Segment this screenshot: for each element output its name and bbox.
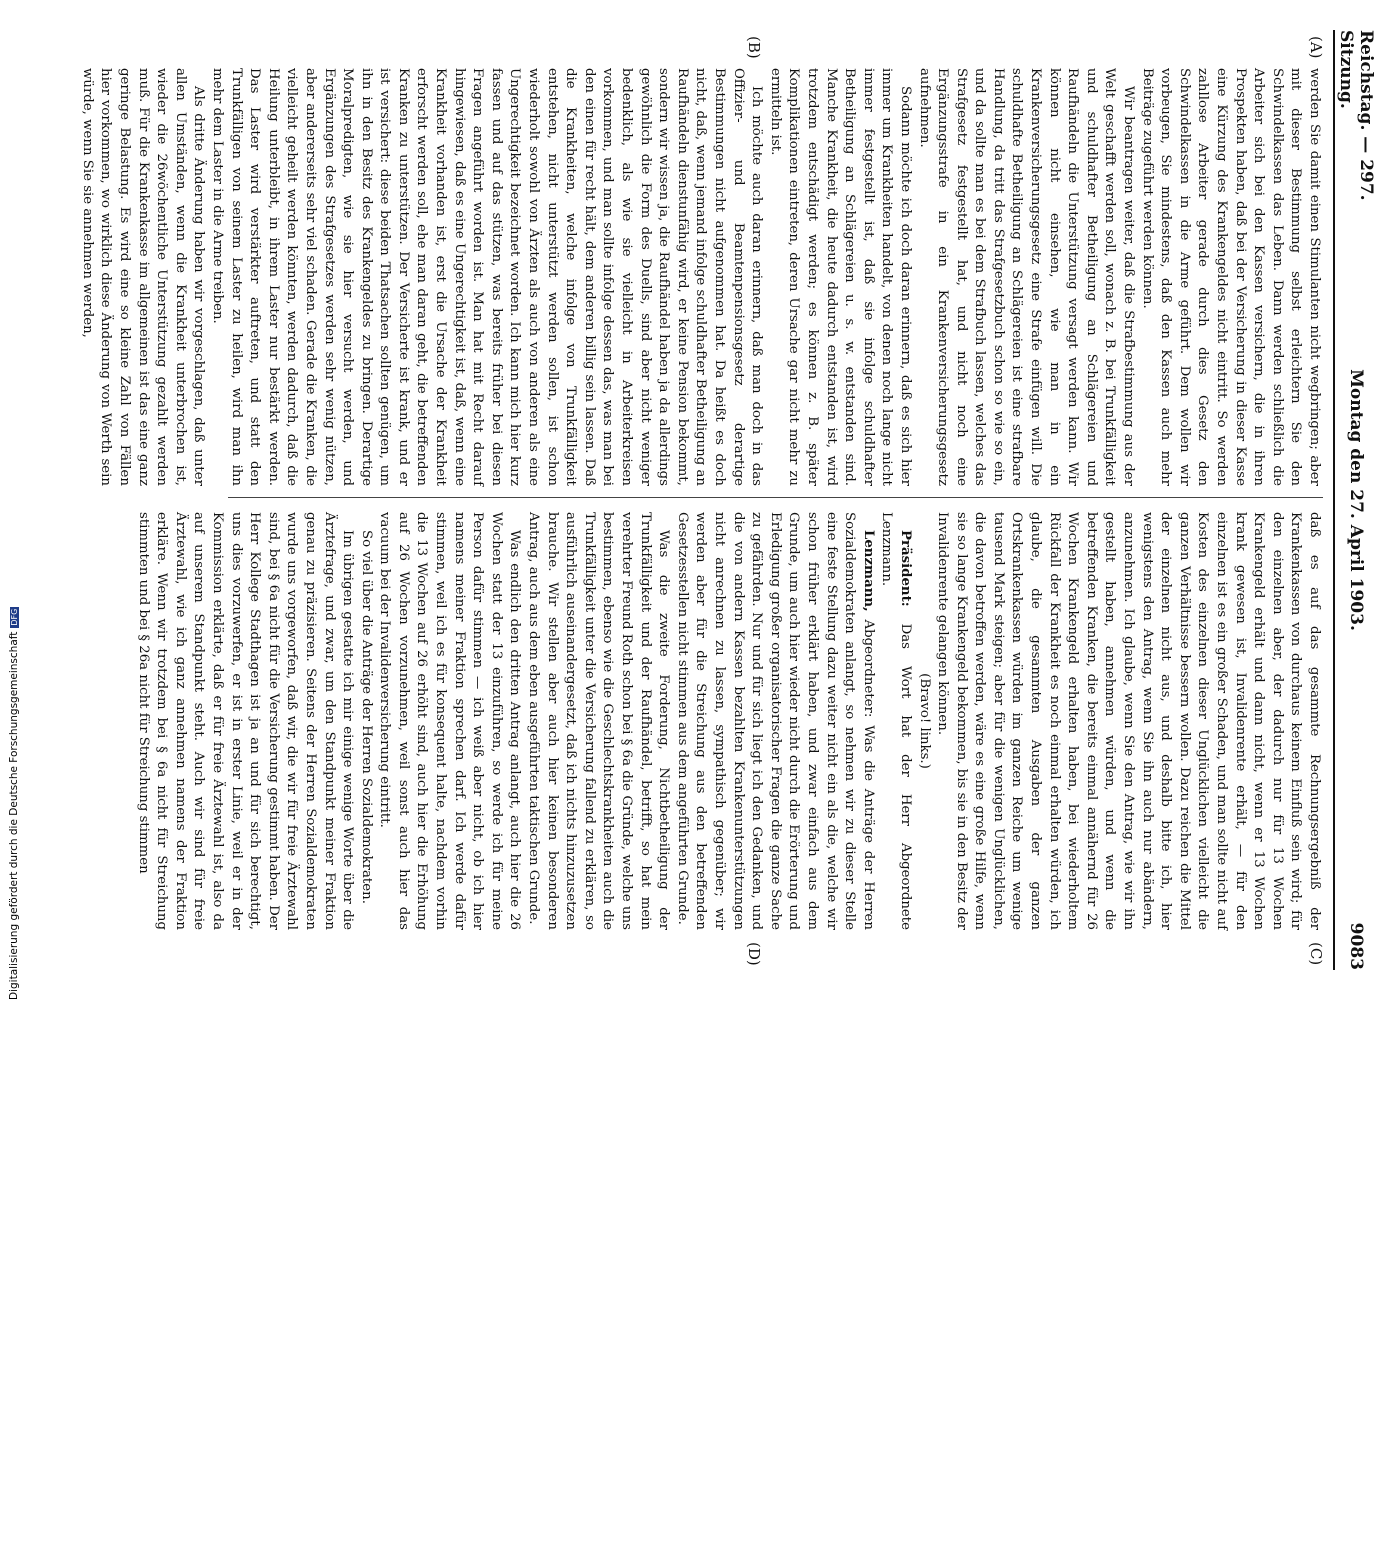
paragraph: Wir beantragen weiter, daß die Strafbestimmung aus der Welt geschafft werden soll, wonach z. B. bei Trunkfälligkeit und schuldhafter Betheiligung an Schlägereien und Raufhändeln die Unterstützung versagt werden kann. Wir können nicht einsehen, wie man in ein Krankenversicherungsgesetz eine Strafe einfügen will. Die schuldhafte Betheiligung an Schlägereien ist eine strafbare Handlung, da tritt das Strafgesetzbuch schon so wie so ein, und da sollte man es bei dem Strafbuch lassen, welches das Strafgesetz festgestellt hat, und nicht noch eine Ergänzungsstrafe in ein Krankenversicherungsgesetz aufnehmen. [916,68,1137,486]
margin-mark-c: (C) [1307,942,1325,966]
right-column [133,512,1323,930]
speaker-paragraph: Lenzmann, Abgeordneter: Was die Anträge der Herren Sozialdemokraten anlangt, so nehmen wir zu dieser Stelle eine feste Stellung dazu weiter nicht ein als die, welche wir schon früher erklärt haben, und zwar einfach aus dem Grunde, um auch hier wieder nicht durch die Erörterung und Erledigung großer organisatorischer Fragen die ganze Sache zu gefährden. Nur und für sich liegt ich den Gedanken, und die von andern Kassen bezahlten Krankenunterstützungen nicht anrechnen zu lassen, sympathisch gegenüber; wir werden aber für die Streichung aus den betreffenden Gesetzesstellen nicht stimmen aus dem angeführten Grunde. [674,512,876,930]
paragraph: daß es auf das gesammte Rechnungsergebniß der Krankenkassen von durchaus keinem Einfluß sein wird; für den einzelnen aber, der dadurch nur für 13 Wochen Krankengeld erhält und dann nicht, wenn er 13 Wochen krank gewesen ist, Invalidenrente erhält, — für den einzelnen ist es ein großer Schaden, und man sollte nicht auf Kosten des einzelnen dieser Unglücklichen vielleicht die ganzen Verhältnisse bessern wollen. Dazu reichen die Mittel der einzelnen nicht aus, und deshalb bitte ich, hier wenigstens den Antrag, wenn Sie ihn auch nur abändern, anzunehmen. Ich glaube, wenn Sie den Antrag, wie wir ihn gestellt haben, annehmen würden, und wenn die betreffenden Kranken, die bereits einmal annähernd für 26 Wochen Krankengeld erhalten haben, bei wiederholtem Rückfall der Krankheit es noch einmal erhalten würden, ich glaube, die gesammten Ausgaben der ganzen Ortskrankenkassen würden im ganzen Reiche um wenige tausend Mark steigen; aber für die wenigen Unglücklichen, die davon betroffen werden, wäre es eine große Hilfe, wenn sie so lange Krankengeld bekommen, bis sie in den Besitz der Invalidenrente gelangen können. [935,512,1322,931]
header-date: Montag den 27. April 1903. [1346,369,1366,631]
paragraph: Was die zweite Forderung, Nichtbetheiligung der Trunkfälligkeit und der Raufhändel, betrifft, so hat mein verehrter Freund Roth schon bei § 6a die Gründe, welche uns bestimmen, ebenso wie die Geschlechtskrankheiten auch die Trunkfälligkeit unter die Versicherung fallend zu erklären, so ausführlich auseinandergesetzt, daß ich nichts hinzuzusetzen brauche. Wir stellen aber auch hier keinen besonderen Antrag, auch aus dem eben ausgeführten taktischen Grunde. [526,512,672,930]
digitization-note-wrapper [8,608,20,1560]
applause-note: (Bravo! links.) [916,673,932,769]
paragraph: Was endlich den dritten Antrag anlangt, auch hier die 26 Wochen statt der 13 einzuführen, so werde ich für meine Person dafür stimmen — ich weiß aber nicht, ob ich hier namens meiner Fraktion sprechen darf. Ich werde dafür stimmen, weil ich es für konsequent halte, nachdem vorhin die 13 Wochen auf 26 erhöht sind, auch hier die Erhöhung auf 26 Wochen vorzunehmen, weil sonst auch hier das vacuum bei der Invalidenversicherung eintritt. [377,512,523,930]
speaker-label: Lenzmann, [860,530,876,612]
left-column [77,68,1323,486]
paragraph: So viel über die Anträge der Herren Sozialdemokraten. [358,530,374,904]
header-left: Reichstag. — 297. Sitzung. [1336,30,1376,201]
dfg-logo: DFG [10,608,19,626]
margin-mark-b: (B) [745,36,763,59]
paragraph: Ich möchte auch daran erinnern, daß man doch in das Offizier- und Beamtenpensionsgesetz derartige Bestimmungen nicht aufgenommen hat. Da heißt es doch nicht, daß, wenn jemand infolge schuldhafter Betheiligung an Raufhändeln dienstunfähig wird, er keine Pension bekommt, sondern wir wissen ja, die Raufhändel haben ja da allerdings gewöhnlich die Form des Duells, sind aber nicht weniger bedenklich, als wie sie vielleicht in Arbeiterkreisen vorkommen, und man sollte infolge dessen das, was man bei den einen für recht hält, dem anderen billig sein lassen. Daß die Krankheiten, welche infolge von Trunkfälligkeit entstehen, nicht unterstützt werden sollen, ist schon wiederholt sowohl von Ärzten als auch von anderen als eine Ungerechtigkeit bezeichnet worden. Ich kann mich hier kurz fassen und auf das stützen, was bereits früher bei diesen Fragen angeführt worden ist. Man hat mit Recht darauf hingewiesen, daß es eine Ungerechtigkeit ist, daß, wenn eine Krankheit vorhanden ist, erst die Ursache der Krankheit erforscht werden soll, ehe man daran geht, die betreffenden Kranken zu unterstützen. Der Versicherte ist krank, und er ist versichert: diese beiden Thatsachen sollten genügen, um ihn in den Besitz des Krankengeldes zu bringen. Derartige Moralpredigten, wie sie hier versucht werden, und Ergänzungen des Strafgesetzes werden sehr wenig nützen, aber andererseits sehr viel schaden. Gerade die Kranken, die vielleicht geheilt werden könnten, werden dadurch, daß die Heilung unterbleibt, in ihrem Laster nur bestärkt werden. Das Laster wird verstärkter auftreten, und statt den Trunkfälligen von seinem Laster zu heilen, wird man ihn mehr dem Laster in die Arme treiben. [209,68,765,486]
speaker-label: Präsident: [897,530,913,607]
paragraph: werden Sie damit einen Stimulanten nicht wegbringen; aber mit dieser Bestimmung selbst erleichtern Sie den Schwindelkassen das Leben. Dann werden schließlich die Arbeiter sich bei den Kassen versichern, die in ihren Prospekten haben, daß bei der Versicherung in dieser Kasse eine Kürzung des Krankengeldes nicht eintritt. So werden zahllose Arbeiter gerade durch dies Gesetz den Schwindelkassen in die Arme geführt. Dem wollen wir vorbeugen, Sie mindestens, daß den Kassen auch mehr Beiträge zugeführt werden können. [1139,68,1322,486]
digitization-note [8,607,20,1000]
paragraph: Als dritte Änderung haben wir vorgeschlagen, daß unter allen Umständen, wenn die Krankheit unterbrochen ist, wieder die 26wöchentliche Unterstützung gezahlt werden muß. Für die Krankenkasse im allgemeinen ist das eine ganz geringe Belastung. Es wird eine so kleine Zahl von Fällen hier vorkommen, wo wirklich diese Änderung von Werth sein würde, wenn Sie sie annehmen werden, [79,68,207,486]
digitization-note-text: Digitalisierung gefördert durch die Deutsche Forschungsgemeinschaft [8,631,20,1000]
column-divider [228,497,1323,498]
page-number: 9083 [1346,922,1366,970]
paragraph: Im übrigen gestatte ich mir einige wenige Worte über die Ärztefrage, und zwar, um den Standpunkt meiner Fraktion genau zu präzisieren. Seitens der Herren Sozialdemokraten wurde uns vorgeworfen, daß wir, die wir für freie Ärztewahl sind, bei § 6a nicht für die Versicherung gestimmt haben. Der Herr Kollege Stadthagen ist ja an und für sich berechtigt, uns dies vorzuwerfen, er ist in erster Linie, weil er in der Kommission erklärte, daß er für freie Ärztewahl ist, also da auf unserem Standpunkt steht. Auch wir sind für freie Ärztewahl, wie ich ganz annehmen namens der Fraktion erkläre. Wenn wir trotzdem bei § 6a nicht für Streichung stimmten und bei § 26a nicht für Streichung stimmen [135,512,356,930]
paragraph: Sodann möchte ich doch daran erinnern, daß es sich hier immer um Krankheiten handelt, von denen noch lange nicht immer festgestellt ist, daß sie infolge schuldhafter Betheiligung an Schlägereien u. s. w. entstanden sind. Manche Krankheit, die heute dadurch entstanden ist, wird trotzdem entschädigt werden; es können z. B. später Komplikationen eintreten, deren Ursache gar nicht mehr zu ermitteln ist. [767,68,913,486]
page-header [1336,30,1376,970]
speaker-paragraph: Präsident: Das Wort hat der Herr Abgeordnete Lenzmann. [879,512,913,930]
margin-mark-d: (D) [745,942,763,966]
margin-mark-a: (A) [1307,36,1325,59]
header-rule [1333,30,1335,970]
